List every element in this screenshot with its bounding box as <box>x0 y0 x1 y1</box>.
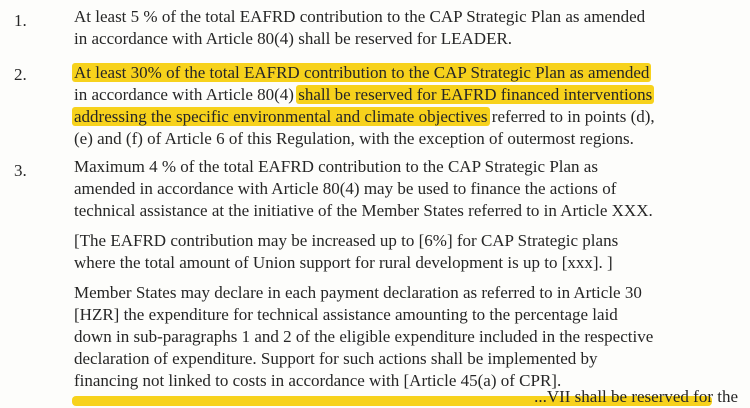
item-3-paragraph <box>74 156 710 222</box>
member-states-line-1: Member States may declare in each payment declaration as referred to in Article 30 <box>74 283 642 302</box>
member-states-paragraph <box>74 282 710 392</box>
item-2-line-3b: referred to in points (d), <box>491 107 655 126</box>
item-2-line-4: (e) and (f) of Article 6 of this Regulation, with the exception of outermost regions. <box>74 129 634 148</box>
item-2-line-1-highlighted: At least 30% of the total EAFRD contribution to the CAP Strategic Plan as amended <box>74 63 650 82</box>
item-3-line-2: amended in accordance with Article 80(4) may be used to finance the actions of <box>74 179 617 198</box>
item-2-line-2b-highlighted: shall be reserved for EAFRD financed interventions <box>298 85 653 104</box>
bracket-line-1: [The EAFRD contribution may be increased up to [6%] for CAP Strategic plans <box>74 231 619 250</box>
item-3-line-3: technical assistance at the initiative of the Member States referred to in Article XXX. <box>74 201 653 220</box>
item-2-line-3a-highlighted: addressing the specific environmental and climate objectives <box>74 107 488 126</box>
cutoff-text: ...VII shall be reserved for the <box>534 387 738 406</box>
item-1-line-1: At least 5 % of the total EAFRD contribution to the CAP Strategic Plan as amended <box>74 7 646 26</box>
item-1-line-2: in accordance with Article 80(4) shall be reserved for LEADER. <box>74 29 513 48</box>
member-states-line-3: down in sub-paragraphs 1 and 2 of the eligible expenditure included in the respective <box>74 327 654 346</box>
item-number-1: 1. <box>14 11 27 30</box>
item-2-paragraph <box>74 62 710 150</box>
member-states-line-5: financing not linked to costs in accordance with [Article 45(a) of CPR]. <box>74 371 562 390</box>
item-2-line-2a: in accordance with Article 80(4) <box>74 85 294 104</box>
bracket-line-2: where the total amount of Union support for rural development is up to [xxx]. ] <box>74 253 613 272</box>
member-states-line-2: [HZR] the expenditure for technical assistance amounting to the percentage laid <box>74 305 618 324</box>
item-3-line-1: Maximum 4 % of the total EAFRD contribution to the CAP Strategic Plan as <box>74 157 598 176</box>
item-number-3: 3. <box>14 161 27 180</box>
item-number-2: 2. <box>14 65 27 84</box>
bracket-paragraph <box>74 230 710 274</box>
item-1-paragraph <box>74 6 710 50</box>
member-states-line-4: declaration of expenditure. Support for such actions shall be implemented by <box>74 349 598 368</box>
